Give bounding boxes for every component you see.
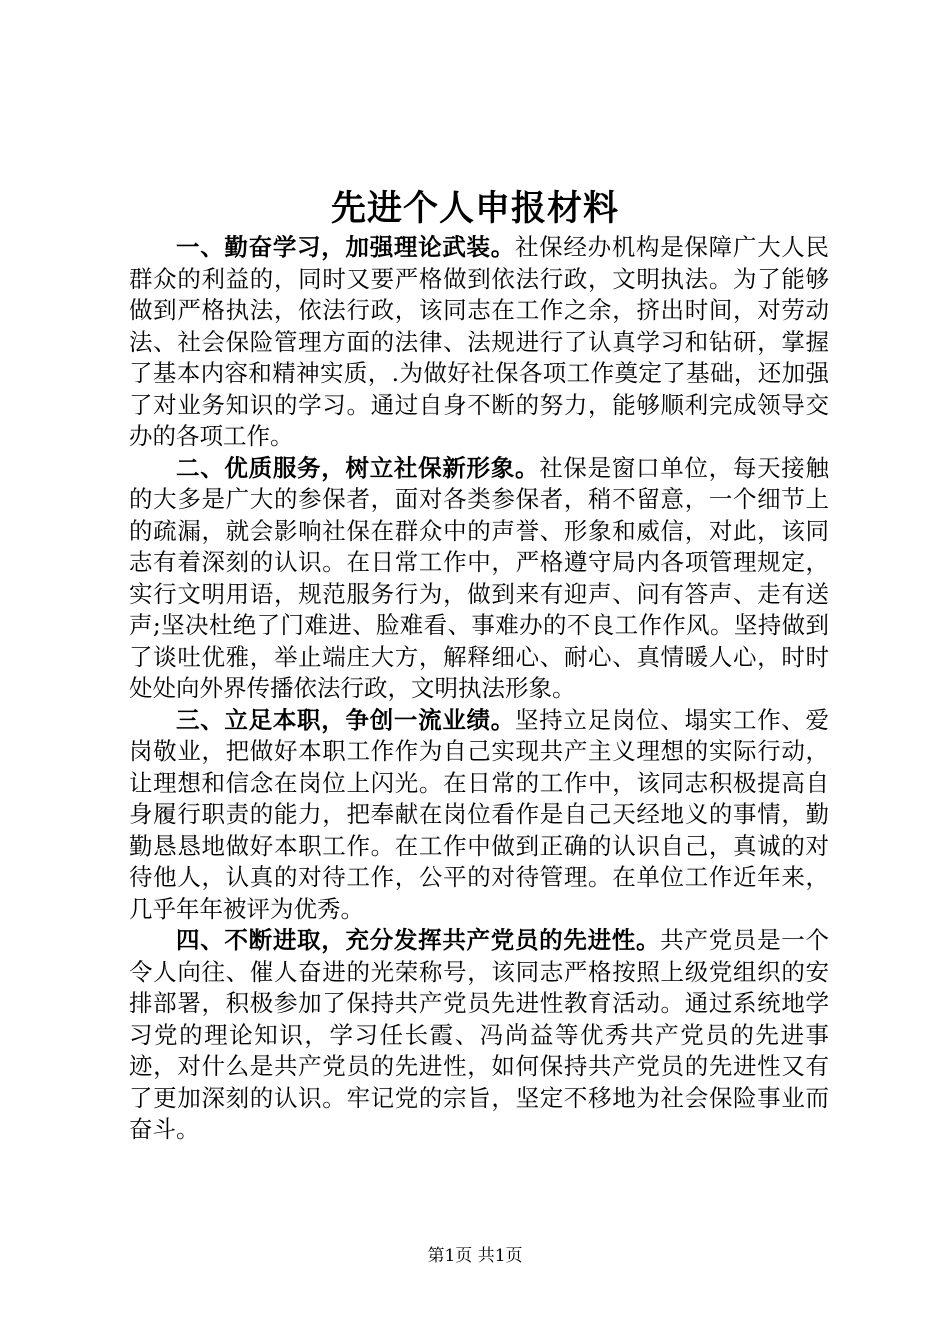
paragraph-text: 社保经办机构是保障广大人民群众的利益的，同时又要严格做到依法行政，文明执法。为了能够做到严格执法，依法行政，该同志在工作之余，挤出时间，对劳动法、社会保险管理方面的法律、法规进行了认真学习和钻研，掌握了基本内容和精神实质，.为做好社保各项工作奠定了基础，还加强了对业务知识的学习。通过自身不断的努力，能够顺利完成领导交办的各项工作。: [129, 233, 830, 450]
paragraph-heading: 三、立足本职，争创一流业绩。: [176, 705, 515, 734]
paragraph-1: [129, 232, 829, 453]
page-footer: 第1页 共1页: [427, 1246, 523, 1266]
paragraph-heading: 一、勤奋学习，加强理论武装。: [176, 233, 515, 261]
paragraph-2: [129, 453, 829, 705]
paragraph-4: [129, 925, 829, 1146]
document-body: [129, 232, 829, 1146]
paragraph-3: [129, 705, 829, 926]
paragraph-text: 坚持立足岗位、塌实工作、爱岗敬业，把做好本职工作作为自己实现共产主义理想的实际行动，让理想和信念在岗位上闪光。在日常的工作中，该同志积极提高自身履行职责的能力，把奉献在岗位看作是自己天经地义的事情，勤勤恳恳地做好本职工作。在工作中做到正确的认识自己，真诚的对待他人，认真的对待工作，公平的对待管理。在单位工作近年来，几乎年年被评为优秀。: [129, 705, 830, 923]
paragraph-heading: 四、不断进取，充分发挥共产党员的先进性。: [176, 926, 661, 954]
paragraph-text: 社保是窗口单位，每天接触的大多是广大的参保者，面对各类参保者，稍不留意，一个细节上的疏漏，就会影响社保在群众中的声誉、形象和威信，对此，该同志有着深刻的认识。在日常工作中，严格遵守局内各项管理规定，实行文明用语，规范服务行为，做到来有迎声、问有答声、走有送声;坚决杜绝了门难进、脸难看、事难办的不良工作作风。坚持做到了谈吐优雅，举止端庄大方，解释细心、耐心、真情暖人心，时时处处向外界传播依法行政，文明执法形象。: [129, 453, 830, 702]
paragraph-text: 共产党员是一个令人向往、催人奋进的光荣称号，该同志严格按照上级党组织的安排部署，积极参加了保持共产党员先进性教育活动。通过系统地学习党的理论知识，学习任长霞、冯尚益等优秀共产党员的先进事迹，对什么是共产党员的先进性，如何保持共产党员的先进性又有了更加深刻的认识。牢记党的宗旨，坚定不移地为社会保险事业而奋斗。: [129, 926, 830, 1143]
page-title: 先进个人申报材料: [330, 188, 619, 229]
paragraph-heading: 二、优质服务，树立社保新形象。: [176, 453, 540, 482]
